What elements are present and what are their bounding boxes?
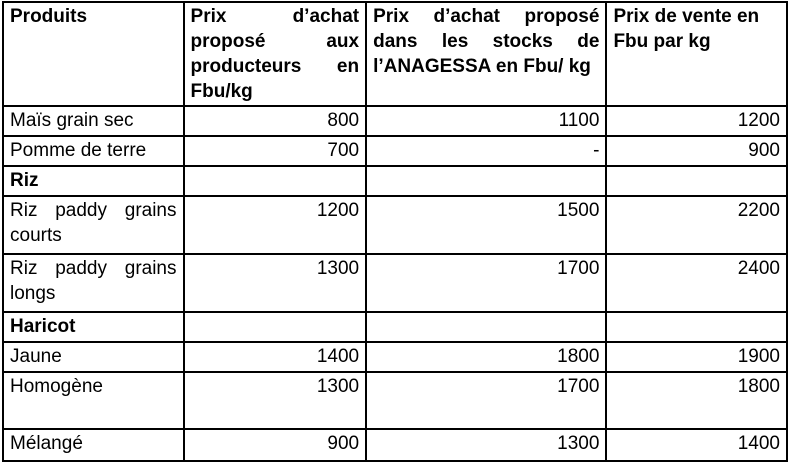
product-name: Homogène (3, 372, 184, 429)
table-row (3, 136, 787, 166)
table-row (3, 429, 787, 461)
prix-vente: 1900 (606, 342, 787, 372)
prix-producteur: 900 (184, 429, 367, 461)
section-label: Riz (3, 166, 184, 196)
product-name: Mélangé (3, 429, 184, 461)
prix-stock: 1800 (366, 342, 606, 372)
table-row (3, 196, 787, 254)
prix-stock: 1500 (366, 196, 606, 254)
product-name: Pomme de terre (3, 136, 184, 166)
prix-vente: 2200 (606, 196, 787, 254)
empty-cell (606, 166, 787, 196)
prix-producteur: 1300 (184, 254, 367, 312)
price-table (2, 1, 788, 462)
product-name: Jaune (3, 342, 184, 372)
prix-stock: 1700 (366, 254, 606, 312)
prix-stock: 1300 (366, 429, 606, 461)
section-label: Haricot (3, 312, 184, 342)
prix-vente: 1200 (606, 106, 787, 136)
header-row (3, 2, 787, 106)
prix-vente: 2400 (606, 254, 787, 312)
prix-producteur: 1200 (184, 196, 367, 254)
prix-vente: 1400 (606, 429, 787, 461)
prix-producteur: 1400 (184, 342, 367, 372)
empty-cell (606, 312, 787, 342)
table-row (3, 106, 787, 136)
empty-cell (366, 166, 606, 196)
header-prix-vente: Prix de vente en Fbu par kg (606, 2, 787, 106)
product-name: Maïs grain sec (3, 106, 184, 136)
prix-vente: 900 (606, 136, 787, 166)
empty-cell (366, 312, 606, 342)
section-row (3, 312, 787, 342)
prix-producteur: 700 (184, 136, 367, 166)
product-name: Riz paddy grains longs (3, 254, 184, 312)
prix-stock: - (366, 136, 606, 166)
prix-producteur: 800 (184, 106, 367, 136)
header-prix-stocks: Prix d’achat proposé dans les stocks de l’ANAGESSA en Fbu/ kg (366, 2, 606, 106)
prix-vente: 1800 (606, 372, 787, 429)
table-row (3, 372, 787, 429)
empty-cell (184, 166, 367, 196)
section-row (3, 166, 787, 196)
prix-stock: 1100 (366, 106, 606, 136)
product-name: Riz paddy grains courts (3, 196, 184, 254)
prix-producteur: 1300 (184, 372, 367, 429)
header-produits: Produits (3, 2, 184, 106)
table-row (3, 342, 787, 372)
empty-cell (184, 312, 367, 342)
table-row (3, 254, 787, 312)
header-prix-producteurs: Prix d’achat proposé aux producteurs en Fbu/kg (184, 2, 367, 106)
prix-stock: 1700 (366, 372, 606, 429)
